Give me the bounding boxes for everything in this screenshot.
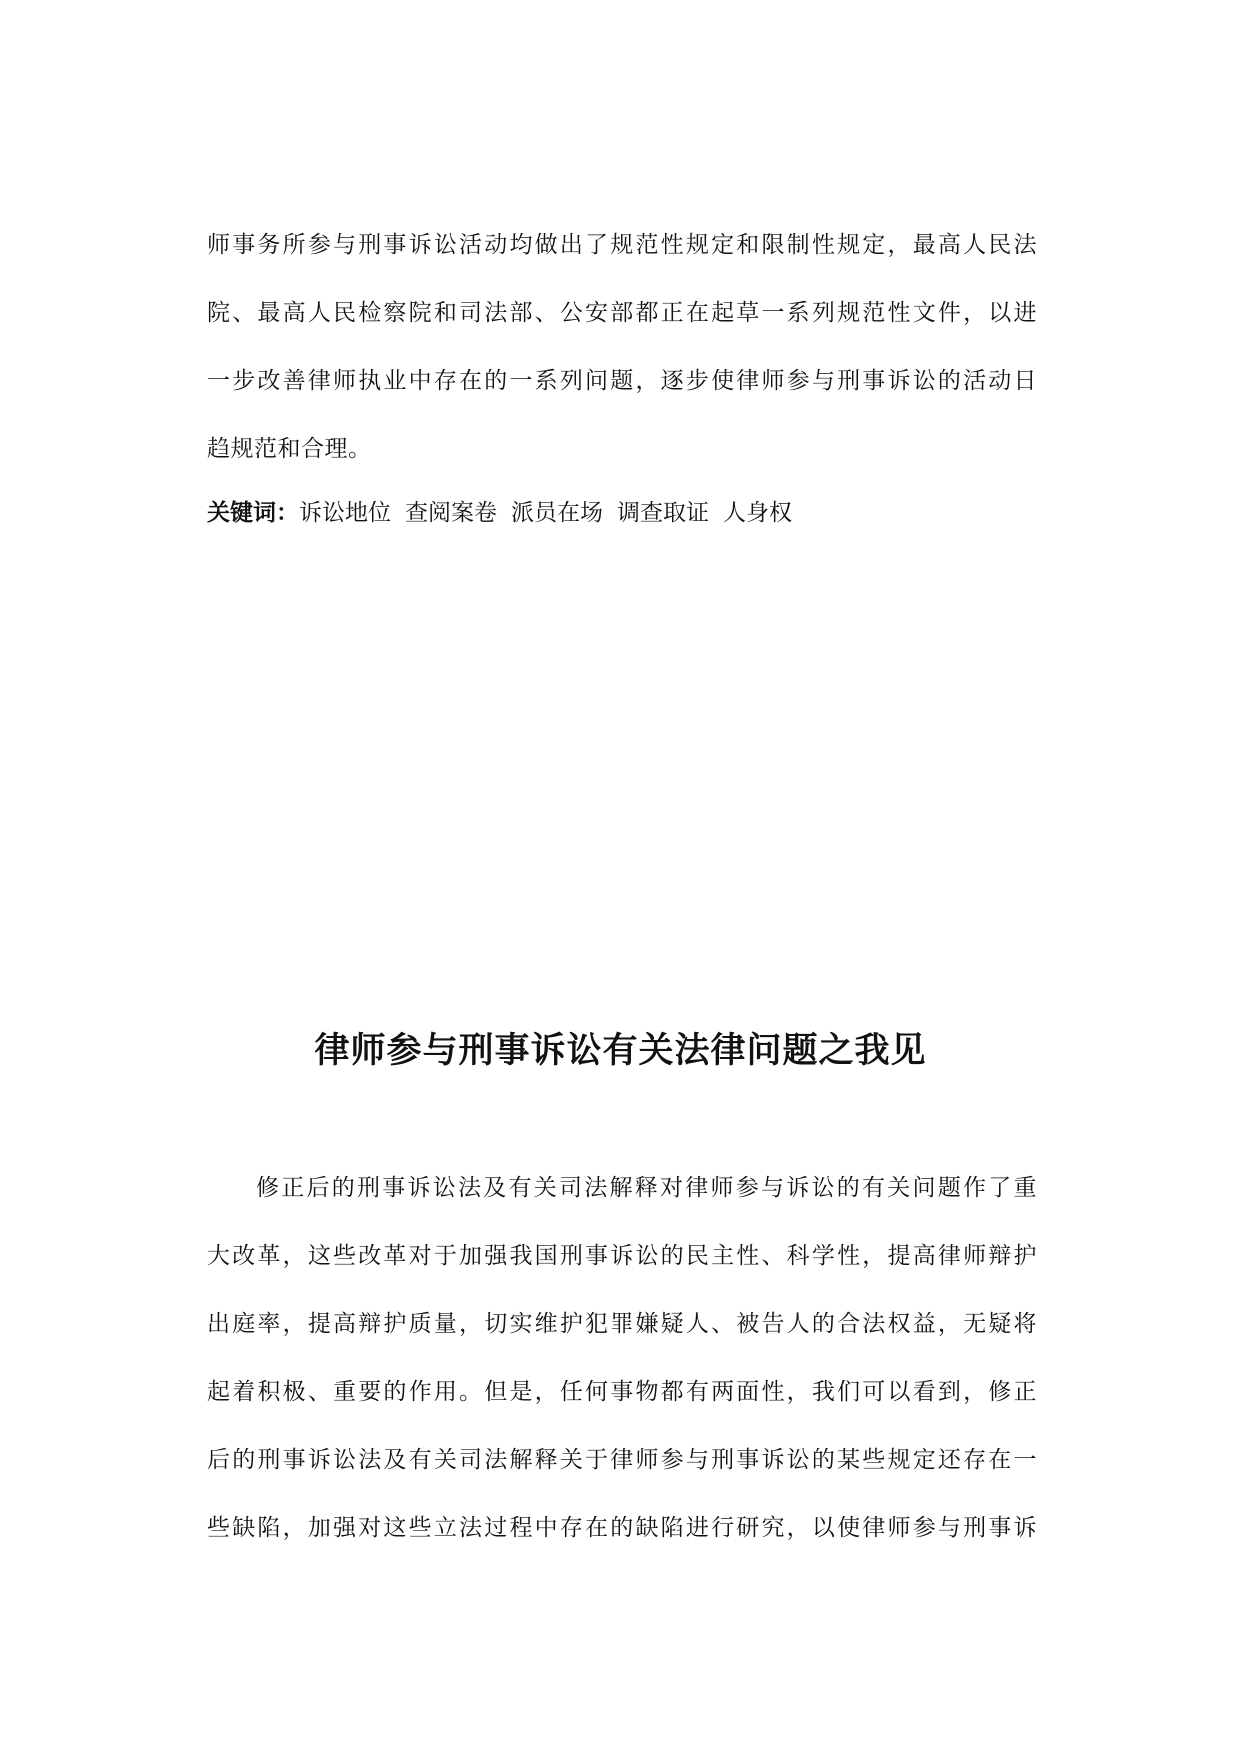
keyword-term: 派员在场 [511,500,603,526]
keyword-term: 查阅案卷 [405,500,497,526]
body-line: 出庭率，提高辩护质量，切实维护犯罪嫌疑人、被告人的合法权益，无疑将 [207,1311,1037,1337]
body-line: 修正后的刑事诉讼法及有关司法解释对律师参与诉讼的有关问题作了重 [256,1175,1037,1201]
keywords-label: 关键词： [207,500,299,526]
abstract-line: 院、最高人民检察院和司法部、公安部都正在起草一系列规范性文件，以进 [207,300,1037,326]
body-line: 后的刑事诉讼法及有关司法解释关于律师参与刑事诉讼的某些规定还存在一 [207,1447,1037,1473]
abstract-line: 趋规范和合理。 [207,436,372,462]
keyword-term: 人身权 [723,500,792,526]
keyword-term: 调查取证 [617,500,709,526]
keywords-row [207,497,806,529]
abstract-line: 一步改善律师执业中存在的一系列问题，逐步使律师参与刑事诉讼的活动日 [207,368,1037,394]
body-line: 大改革，这些改革对于加强我国刑事诉讼的民主性、科学性，提高律师辩护 [207,1243,1037,1269]
body-line: 些缺陷，加强对这些立法过程中存在的缺陷进行研究，以使律师参与刑事诉 [207,1515,1037,1541]
keyword-term: 诉讼地位 [299,500,391,526]
article-title: 律师参与刑事诉讼有关法律问题之我见 [314,1031,927,1071]
body-line: 起着积极、重要的作用。但是，任何事物都有两面性，我们可以看到，修正 [207,1379,1037,1405]
abstract-line: 师事务所参与刑事诉讼活动均做出了规范性规定和限制性规定，最高人民法 [207,232,1037,258]
